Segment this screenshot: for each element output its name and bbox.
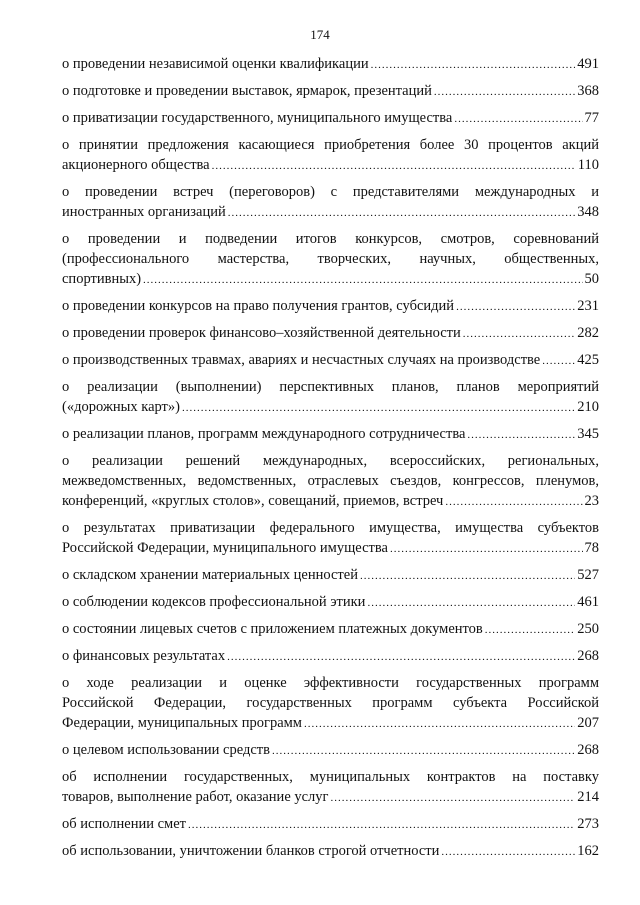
entry-page-number: 527: [577, 567, 599, 583]
index-entry: [62, 592, 599, 613]
index-entry: [62, 182, 599, 223]
index-entry: [62, 350, 599, 371]
entry-last-line: [62, 646, 599, 667]
dot-leader: [227, 647, 575, 667]
entry-text: Федерации, муниципальных программ: [62, 715, 302, 731]
dot-leader: [212, 156, 576, 176]
index-entry: [62, 740, 599, 761]
index-entry: [62, 323, 599, 344]
entry-page-number: 273: [577, 816, 599, 832]
index-entry: [62, 451, 599, 512]
entry-last-line: [62, 155, 599, 176]
entry-page-number: 461: [577, 594, 599, 610]
entry-last-line: [62, 397, 599, 418]
dot-leader: [485, 620, 575, 640]
entry-text: об использовании, уничтожении бланков строгой отчетности: [62, 843, 440, 859]
index-entry: [62, 424, 599, 445]
entry-last-line: [62, 740, 599, 761]
entry-page-number: 491: [577, 56, 599, 72]
entry-text: акционерного общества: [62, 157, 210, 173]
entry-text: спортивных): [62, 271, 142, 287]
dot-leader: [367, 593, 575, 613]
entry-last-line: [62, 814, 599, 835]
entry-last-line: [62, 350, 599, 371]
dot-leader: [441, 842, 575, 862]
entry-last-line: [62, 108, 599, 129]
index-entry: [62, 767, 599, 808]
entry-last-line: [62, 841, 599, 862]
entry-last-line: [62, 269, 599, 290]
dot-leader: [467, 425, 575, 445]
index-entry: [62, 229, 599, 290]
index-entry: [62, 135, 599, 176]
entry-page-number: 345: [577, 426, 599, 442]
index-entry: [62, 108, 599, 129]
entry-last-line: [62, 296, 599, 317]
entry-last-line: [62, 787, 599, 808]
dot-leader: [434, 82, 575, 102]
entry-last-line: [62, 81, 599, 102]
entry-page-number: 207: [577, 715, 599, 731]
entry-text-line: о проведении встреч (переговоров) с представителями международных и: [62, 184, 599, 200]
entry-text: о проведении конкурсов на право получения грантов, субсидий: [62, 298, 455, 314]
index-entry: [62, 54, 599, 75]
entry-last-line: [62, 592, 599, 613]
entry-page-number: 268: [577, 742, 599, 758]
dot-leader: [228, 203, 576, 223]
entry-text: иностранных организаций: [62, 204, 226, 220]
entry-last-line: [62, 565, 599, 586]
entry-last-line: [62, 424, 599, 445]
entry-text-line: о проведении и подведении итогов конкурсов, смотров, соревнований: [62, 231, 599, 247]
entry-text-line: Российской Федерации, государственных программ субъекта Российской: [62, 695, 599, 711]
entry-text: о приватизации государственного, муниципального имущества: [62, 110, 453, 126]
dot-leader: [390, 539, 583, 559]
index-entry: [62, 81, 599, 102]
entry-text-line: о реализации (выполнении) перспективных планов, планов мероприятий: [62, 379, 599, 395]
index-entry: [62, 814, 599, 835]
entry-text: о состоянии лицевых счетов с приложением платежных документов: [62, 621, 483, 637]
index-entry: [62, 565, 599, 586]
entry-text: («дорожных карт»): [62, 399, 180, 415]
entry-text: о целевом использовании средств: [62, 742, 270, 758]
dot-leader: [445, 492, 582, 512]
dot-leader: [456, 297, 575, 317]
entry-page-number: 110: [577, 157, 599, 173]
entry-page-number: 348: [577, 204, 599, 220]
dot-leader: [331, 788, 576, 808]
index-entry: [62, 296, 599, 317]
entry-text-line: о реализации решений международных, всероссийских, региональных,: [62, 453, 599, 469]
entry-page-number: 368: [577, 83, 599, 99]
dot-leader: [542, 351, 575, 371]
dot-leader: [463, 324, 575, 344]
dot-leader: [304, 714, 575, 734]
entry-text-line: (профессионального мастерства, творческих, научных, общественных,: [62, 251, 599, 267]
entry-page-number: 50: [584, 271, 599, 287]
entry-text-line: о результатах приватизации федерального имущества, имущества субъектов: [62, 520, 599, 536]
entry-text: о складском хранении материальных ценностей: [62, 567, 358, 583]
page-number: 174: [310, 27, 330, 42]
entry-last-line: [62, 54, 599, 75]
entry-page-number: 210: [577, 399, 599, 415]
entry-page-number: 78: [584, 540, 599, 556]
entry-page-number: 214: [577, 789, 599, 805]
entry-last-line: [62, 491, 599, 512]
dot-leader: [272, 741, 575, 761]
entry-page-number: 282: [577, 325, 599, 341]
entry-text-line: об исполнении государственных, муниципальных контрактов на поставку: [62, 769, 599, 785]
entry-text: о финансовых результатах: [62, 648, 226, 664]
entry-text: Российской Федерации, муниципального имущества: [62, 540, 388, 556]
dot-leader: [188, 815, 575, 835]
entry-text: о соблюдении кодексов профессиональной этики: [62, 594, 366, 610]
dot-leader: [454, 109, 582, 129]
index-entry: [62, 673, 599, 734]
dot-leader: [182, 398, 575, 418]
entry-page-number: 425: [577, 352, 599, 368]
index-entry: [62, 518, 599, 559]
entry-last-line: [62, 619, 599, 640]
entry-page-number: 231: [577, 298, 599, 314]
entry-page-number: 77: [584, 110, 599, 126]
entry-page-number: 23: [584, 493, 599, 509]
entry-text-line: о принятии предложения касающиеся приобретения более 30 процентов акций: [62, 137, 599, 153]
entry-text: о реализации планов, программ международного сотрудничества: [62, 426, 466, 442]
entry-text: конференций, «круглых столов», совещаний, приемов, встреч: [62, 493, 444, 509]
entry-text: о проведении проверок финансово–хозяйственной деятельности: [62, 325, 461, 341]
index-entries: [62, 54, 599, 868]
entry-last-line: [62, 202, 599, 223]
dot-leader: [360, 566, 575, 586]
entry-text-line: о ходе реализации и оценке эффективности государственных программ: [62, 675, 599, 691]
entry-last-line: [62, 538, 599, 559]
index-entry: [62, 646, 599, 667]
entry-text: товаров, выполнение работ, оказание услуг: [62, 789, 329, 805]
entry-page-number: 250: [577, 621, 599, 637]
dot-leader: [143, 270, 582, 290]
entry-last-line: [62, 713, 599, 734]
entry-text: о подготовке и проведении выставок, ярмарок, презентаций: [62, 83, 432, 99]
index-entry: [62, 619, 599, 640]
dot-leader: [371, 55, 576, 75]
entry-text: об исполнении смет: [62, 816, 186, 832]
index-entry: [62, 841, 599, 862]
entry-text-line: межведомственных, ведомственных, отраслевых съездов, конгрессов, пленумов,: [62, 473, 599, 489]
entry-text: о производственных травмах, авариях и несчастных случаях на производстве: [62, 352, 541, 368]
index-entry: [62, 377, 599, 418]
entry-page-number: 268: [577, 648, 599, 664]
entry-page-number: 162: [577, 843, 599, 859]
entry-text: о проведении независимой оценки квалификации: [62, 56, 369, 72]
entry-last-line: [62, 323, 599, 344]
